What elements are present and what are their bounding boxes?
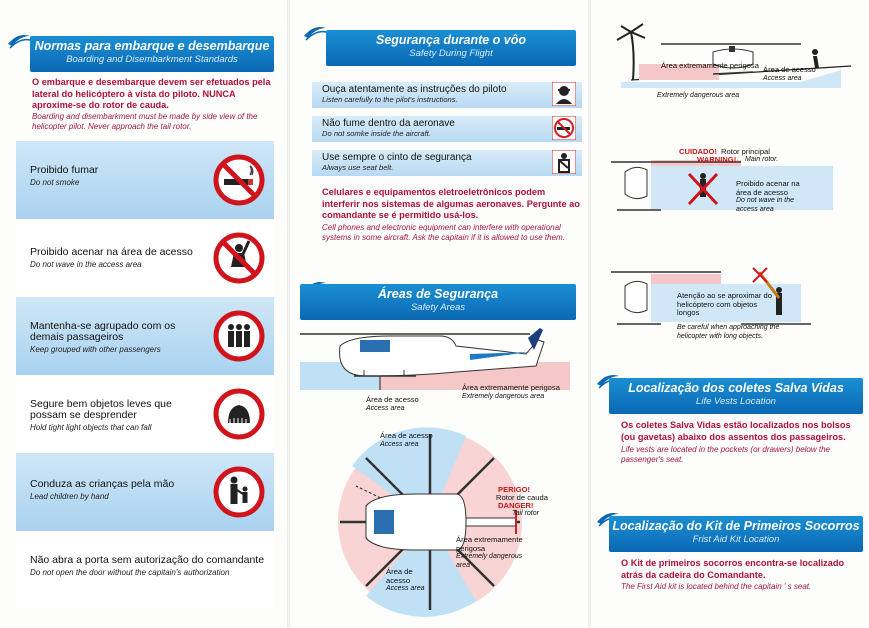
electronics-warning-pt: Celulares e equipamentos eletroeletrônicos podem interferir nos sistemas de algumas aeronaves. Pergunte ao comandante se é permitido usá-los. [322,187,580,220]
main-rotor-en-label: Main rotor. [745,156,779,163]
rule-row [16,375,274,453]
rule-pt: Proibido fumar [30,164,99,176]
rule-en: Do not somke inside the aircraft. [322,129,431,138]
access-area-label: Área de acesso Access area [366,395,419,412]
danger-area-label: Área extremamente perigosa Extremely dangerous area [462,383,560,400]
rule-pt: Não abra a porta sem autorização do comandante [30,554,265,566]
no-smoking-icon [212,153,266,207]
logo-swoosh-icon [6,30,32,52]
flight-safety-panel [290,0,588,628]
boarding-intro-pt: O embarque e desembarque devem ser efetuados pela lateral do helicóptero à vista do piloto. NUNCA aproxime-se do rotor de cauda. [32,77,271,110]
rule-en: Listen carefully to the pilot's instructions. [322,95,458,104]
rule-pt: Ouça atentamente as instruções do piloto [322,84,507,95]
boarding-panel [0,0,287,628]
rule-pt: Segure bem objetos leves que possam se desprender [30,398,172,421]
section-subtitle: Safety During Flight [409,48,493,59]
flight-rule [312,116,582,142]
no-smoking-icon [552,116,576,140]
first-aid-text-pt: O Kit de primeiros socorros encontra-se localizado atrás da cadeira do Comandante. [621,558,845,580]
life-vests-header [609,378,863,414]
tail-rotor-en-label: Tail rotor [512,510,539,517]
boarding-intro-en: Boarding and disembarkment must be made by side view of the helicopter pilot. Never approach the tail rotor. [32,112,258,131]
section-title: Localização do Kit de Primeiros Socorros [612,519,860,533]
life-vests-text-en: Life vests are located in the pockets (or drawers) below the passenger's seat. [621,445,830,464]
rule-en: Do not open the door without the capitain's authorization [30,568,230,577]
rule-en: Do not smoke [30,178,80,187]
group-icon [212,309,266,363]
section-title: Segurança durante o vôo [375,33,527,47]
rule-en: Always use seat belt. [322,163,394,172]
seat-belt-icon [552,150,576,174]
page-subtitle: Boarding and Disembarkment Standards [66,54,238,65]
rule-pt: Mantenha-se agrupado com os demais passageiros [30,320,176,343]
rule-pt: Conduza as crianças pela mão [30,478,175,490]
page-title: Normas para embarque e desembarque [34,39,270,53]
rule-row [16,297,274,375]
section-subtitle: Safety Areas [410,302,466,313]
first-aid-header [609,516,863,552]
rule-pt: Não fume dentro da aeronave [322,118,455,129]
info-panel [591,0,869,628]
rule-pt: Proibido acenar na área de acesso [30,246,193,258]
section-title: Áreas de Segurança [377,287,499,301]
tail-rotor-label: Rotor de cauda [496,493,548,502]
flight-header [326,30,576,66]
slope-danger-label: Área extremamente perigosa [661,61,759,70]
rule-en: Lead children by hand [30,492,109,501]
danger-tail-label: PERIGO! [498,485,531,494]
no-waving-icon [212,231,266,285]
hold-objects-icon [212,387,266,441]
first-aid-text-en: The First Aid kit is located behind the capitain ' s seat. [621,582,812,591]
rule-en: Keep grouped with other passengers [30,345,161,354]
rule-en: Hold tight light objects that can fall [30,423,152,432]
rule-pt: Use sempre o cinto de segurança [322,152,472,163]
slope-access-label: Área de acesso Access area [763,65,816,82]
danger-en-label: DANGER! [498,501,534,510]
access-area-bottom-label: Área de acesso Access area [386,567,425,592]
danger-top-label: Área extremamente perigosa Extremely dangerous area [456,535,523,569]
access-area-top-label: Área de acesso Access area [380,431,433,448]
logo-swoosh-icon [302,22,328,44]
child-hand-icon [212,465,266,519]
main-rotor-label: Rotor principal [721,147,770,156]
warning-en-label: WARNING! [697,155,737,164]
areas-header [300,284,576,320]
no-waving-label: Proibido acenar na área de acesso Do not wave in the access area [736,179,800,213]
top-view-diagram [326,426,536,626]
rule-en: Do not wave in the access area [30,260,142,269]
life-vests-text-pt: Os coletes Salva Vidas estão localizados nos bolsos (ou gavetas) abaixo dos assentos dos passageiros. [621,420,851,442]
flight-rule [312,150,582,176]
electronics-warning-en: Cell phones and electronic equipment can interfere with operational systems in some aircraft. Ask the capitain if it is allowed to use them. [322,223,565,242]
rule-row [16,453,274,531]
rule-row [16,531,274,609]
section-subtitle: Life Vests Location [696,396,776,407]
slope-danger-en-label: Extremely dangerous area [657,92,740,99]
pilot-icon [552,82,576,106]
flight-rule [312,82,582,108]
long-objects-en-label: Be careful when approaching the helicopter with long objects. [677,324,780,340]
rule-row [16,219,274,297]
long-objects-label: Atenção ao se aproximar do helicóptero com objetos longos [677,291,772,317]
section-subtitle: Frist Aid Kit Location [692,534,780,545]
warning-label: CUIDADO! [679,147,717,156]
boarding-header [30,36,274,72]
section-title: Localização dos coletes Salva Vidas [628,381,844,395]
rule-row [16,141,274,219]
